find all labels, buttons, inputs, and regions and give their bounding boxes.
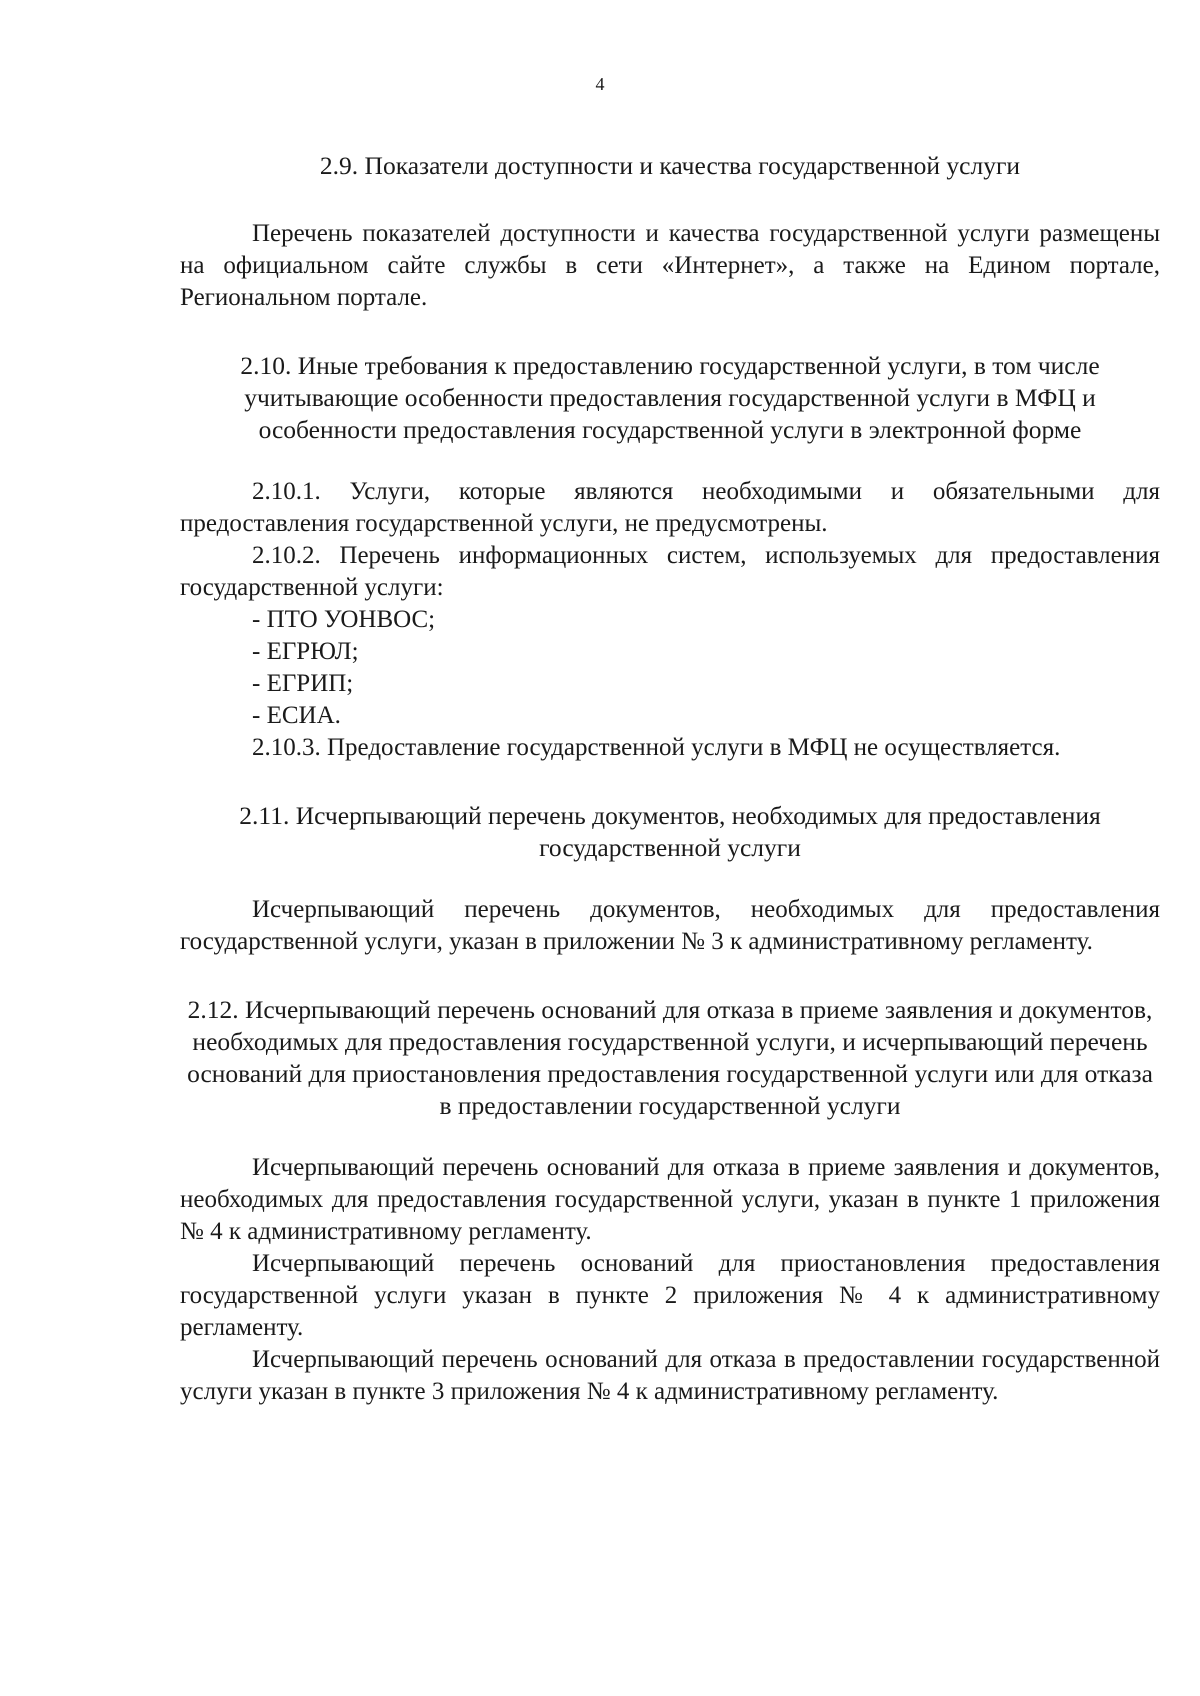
page-content [180, 150, 1160, 1408]
section-2-12-paragraph-1: Исчерпывающий перечень оснований для отказа в приеме заявления и документов, необходимых для предоставления государственной услуги, указан в пункте 1 приложения № 4 к административному регламенту. [180, 1154, 1160, 1245]
system-list-item: - ЕГРИП; [252, 670, 354, 697]
section-2-12-paragraph-2: Исчерпывающий перечень оснований для приостановления предоставления государственной услуги указан в пункте 2 приложения № 4 к административному регламенту. [180, 1250, 1160, 1341]
section-2-11-paragraph: Исчерпывающий перечень документов, необходимых для предоставления государственной услуги, указан в приложении № 3 к административному регламенту. [180, 896, 1160, 955]
section-2-12-heading: 2.12. Исчерпывающий перечень оснований для отказа в приеме заявления и документов, необходимых для предоставления государственной услуги, и исчерпывающий перечень оснований для приостановления предоставления государственной услуги или для отказа в предоставлении государственной услуги [187, 995, 1153, 1120]
system-list-item: - ЕГРЮЛ; [252, 638, 359, 665]
paragraph-2-10-1: 2.10.1. Услуги, которые являются необходимыми и обязательными для предоставления государственной услуги, не предусмотрены. [180, 478, 1160, 537]
paragraph-2-10-2: 2.10.2. Перечень информационных систем, используемых для предоставления государственной услуги: [180, 542, 1160, 601]
system-list-item: - ЕСИА. [252, 702, 341, 729]
section-2-10-heading: 2.10. Иные требования к предоставлению государственной услуги, в том числе учитывающие особенности предоставления государственной услуги в МФЦ и особенности предоставления государственной услуги в электронной форме [240, 351, 1100, 444]
section-2-12-paragraph-3: Исчерпывающий перечень оснований для отказа в предоставлении государственной услуги указан в пункте 3 приложения № 4 к административному регламенту. [180, 1346, 1160, 1405]
system-list-item: - ПТО УОНВОС; [252, 606, 436, 633]
section-2-9-paragraph: Перечень показателей доступности и качества государственной услуги размещены на официальном сайте службы в сети «Интернет», а также на Едином портале, Региональном портале. [180, 220, 1160, 311]
section-2-9-heading: 2.9. Показатели доступности и качества государственной услуги [319, 151, 1021, 180]
section-2-11-heading: 2.11. Исчерпывающий перечень документов, необходимых для предоставления государственной услуги [239, 801, 1101, 862]
paragraph-2-10-3: 2.10.3. Предоставление государственной услуги в МФЦ не осуществляется. [252, 734, 1061, 761]
page-number: 4 [595, 74, 605, 94]
